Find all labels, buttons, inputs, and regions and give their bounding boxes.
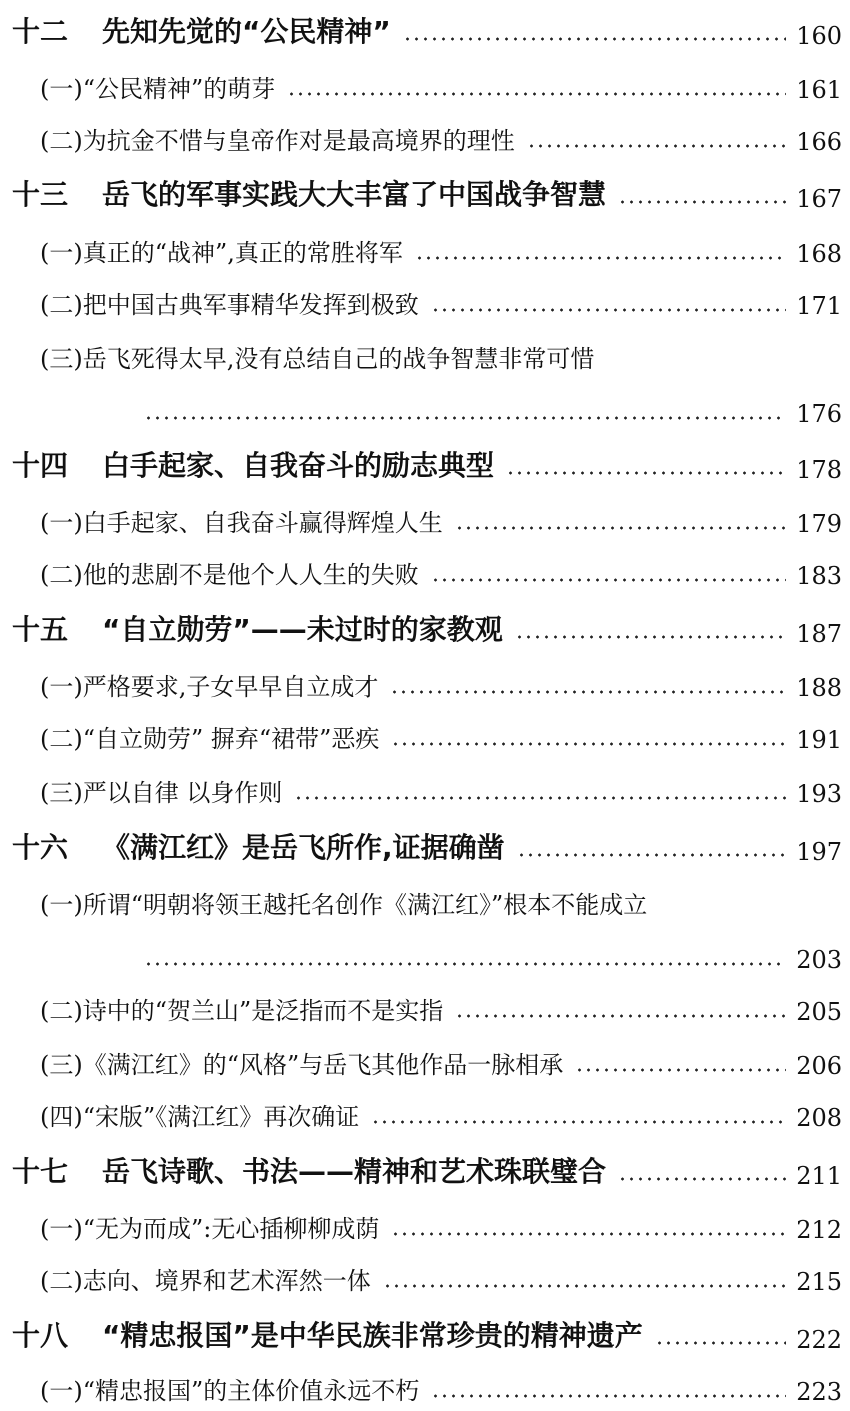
dot-leader [371,1120,786,1124]
toc-section [0,284,850,320]
page-number: 176 [796,400,842,428]
toc-section [0,718,850,754]
toc-section [0,772,850,808]
toc-chapter [0,1150,850,1190]
section-title: (一)真正的“战神”,真正的常胜将军 [40,239,403,267]
page-number: 160 [796,22,842,50]
dot-leader [294,796,786,800]
chapter-number: 十二 [12,15,69,48]
dot-leader [390,690,786,694]
page-number: 203 [796,946,842,974]
page-number: 187 [796,620,842,648]
toc-chapter [0,608,850,648]
dot-leader [431,308,786,312]
page-number: 223 [796,1378,842,1406]
toc-section [0,1208,850,1244]
toc-section [0,884,850,920]
chapter-title: “自立勋劳”——未过时的家教观 [102,613,503,646]
page-number: 191 [796,726,842,754]
dot-leader [655,1341,786,1345]
section-title: (三)《满江红》的“风格”与岳飞其他作品一脉相承 [40,1051,564,1079]
chapter-title: 白手起家、自我奋斗的励志典型 [102,449,495,482]
dot-leader [383,1284,786,1288]
section-title: (一)白手起家、自我奋斗赢得辉煌人生 [40,509,443,537]
dot-leader [415,256,786,260]
toc-section [0,120,850,156]
page-number: 193 [796,780,842,808]
section-title: (二)把中国古典军事精华发挥到极致 [40,291,419,319]
page-number: 205 [796,998,842,1026]
page-number: 212 [796,1216,842,1244]
dot-leader [287,92,786,96]
toc-chapter [0,173,850,213]
dot-leader [391,742,786,746]
toc-section [0,1096,850,1132]
section-title: (三)岳飞死得太早,没有总结自己的战争智慧非常可惜 [40,345,595,373]
toc-section [0,1370,850,1406]
toc-continuation [0,392,850,428]
section-title: (一)严格要求,子女早早自立成才 [40,673,379,701]
toc-chapter [0,10,850,50]
toc-section [0,502,850,538]
toc-chapter [0,826,850,866]
dot-leader [527,144,786,148]
section-title: (二)他的悲剧不是他个人人生的失败 [40,561,419,589]
page-number: 208 [796,1104,842,1132]
toc-section [0,232,850,268]
dot-leader [575,1068,786,1072]
page-number: 211 [796,1162,842,1190]
toc-chapter [0,444,850,484]
page-number: 171 [796,292,842,320]
chapter-number: 十三 [12,178,69,211]
chapter-number: 十八 [12,1319,69,1352]
section-title: (一)“无为而成”:无心插柳柳成荫 [40,1215,380,1243]
chapter-title: “精忠报国”是中华民族非常珍贵的精神遗产 [102,1319,643,1352]
page-number: 179 [796,510,842,538]
chapter-number: 十六 [12,831,69,864]
toc-chapter [0,1314,850,1354]
page-number: 167 [796,185,842,213]
toc-section [0,666,850,702]
chapter-number: 十五 [12,613,69,646]
dot-leader [431,1394,786,1398]
toc-section [0,68,850,104]
page-number: 222 [796,1326,842,1354]
chapter-title: 先知先觉的“公民精神” [102,15,391,48]
page-number: 183 [796,562,842,590]
chapter-number: 十四 [12,449,69,482]
chapter-title: 岳飞诗歌、书法——精神和艺术珠联璧合 [102,1155,607,1188]
section-title: (二)“自立勋劳” 摒弃“裙带”恶疾 [40,725,380,753]
dot-leader [144,962,786,966]
page-number: 161 [796,76,842,104]
chapter-number: 十七 [12,1155,69,1188]
dot-leader [618,200,786,204]
page-number: 188 [796,674,842,702]
section-title: (一)“精忠报国”的主体价值永远不朽 [40,1377,420,1405]
section-title: (四)“宋版”《满江红》再次确证 [40,1103,360,1131]
page-number: 166 [796,128,842,156]
dot-leader [618,1177,786,1181]
dot-leader [517,853,787,857]
page-number: 168 [796,240,842,268]
dot-leader [144,416,786,420]
dot-leader [403,37,786,41]
dot-leader [455,526,786,530]
toc-section [0,990,850,1026]
dot-leader [455,1014,786,1018]
section-title: (二)诗中的“贺兰山”是泛指而不是实指 [40,997,444,1025]
toc-section [0,1260,850,1296]
toc-section [0,338,850,374]
toc-section [0,554,850,590]
toc-section [0,1044,850,1080]
section-title: (二)为抗金不惜与皇帝作对是最高境界的理性 [40,127,515,155]
section-title: (一)“公民精神”的萌芽 [40,75,276,103]
page-number: 215 [796,1268,842,1296]
dot-leader [506,471,786,475]
section-title: (三)严以自律 以身作则 [40,779,283,807]
page-number: 206 [796,1052,842,1080]
page-number: 197 [796,838,842,866]
toc-continuation [0,938,850,974]
dot-leader [431,578,786,582]
chapter-title: 岳飞的军事实践大大丰富了中国战争智慧 [102,178,607,211]
section-title: (二)志向、境界和艺术浑然一体 [40,1267,371,1295]
page-number: 178 [796,456,842,484]
dot-leader [515,635,786,639]
chapter-title: 《满江红》是岳飞所作,证据确凿 [102,831,505,864]
dot-leader [391,1232,786,1236]
section-title: (一)所谓“明朝将领王越托名创作《满江红》”根本不能成立 [40,891,648,919]
